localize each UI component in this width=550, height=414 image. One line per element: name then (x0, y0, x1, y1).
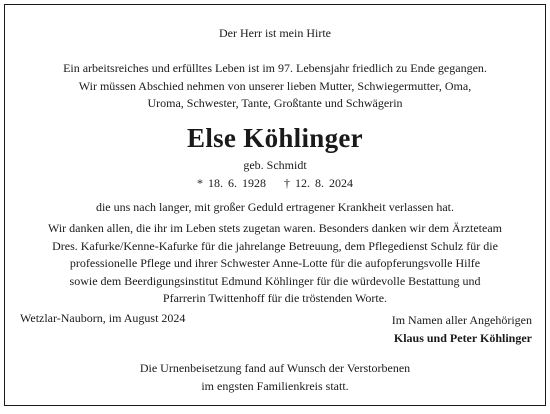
urn-notice (5, 360, 545, 395)
passed-text: die uns nach langer, mit großer Geduld ertragener Krankheit verlassen hat. (95, 200, 455, 214)
thanks-line: Dres. Kafurke/Kenne-Kafurke für die jahrelange Betreuung, dem Pflegedienst Schulz für die (52, 238, 498, 253)
thanks-line: Wir danken allen, die ihr im Leben stets zugetan waren. Besonders danken wir dem Ärzteteam (47, 221, 503, 235)
signature-line: Im Namen aller Angehörigen (391, 313, 532, 327)
signature-block (392, 311, 532, 347)
intro-line: Uroma, Schwester, Tante, Großtante und Schwägerin (147, 96, 403, 110)
thanks-text (5, 220, 545, 308)
life-dates (5, 176, 545, 191)
signature-names: Klaus und Peter Köhlinger (393, 331, 532, 345)
place-date: Wetzlar-Nauborn, im August 2024 (20, 311, 186, 325)
maiden-name: geb. Schmidt (243, 158, 307, 172)
urn-line: Die Urnenbeisetzung fand auf Wunsch der Verstorbenen (139, 361, 411, 375)
intro-line: Wir müssen Abschied nehmen von unserer lieben Mutter, Schwiegermutter, Oma, (78, 78, 472, 93)
thanks-line: Pfarrerin Twittenhoff für die tröstenden Worte. (162, 291, 388, 305)
death-date: † 12. 8. 2024 (284, 176, 353, 190)
intro-line: Ein arbeitsreiches und erfülltes Leben ist im 97. Lebensjahr friedlich zu Ende gegangen. (63, 61, 487, 75)
deceased-name: Else Köhlinger (187, 123, 363, 153)
obituary-notice (4, 4, 546, 406)
thanks-line: sowie dem Beerdigungsinstitut Edmund Köhlinger für die würdevolle Bestattung und (69, 273, 481, 288)
birth-date: * 18. 6. 1928 (197, 176, 266, 190)
motto: Der Herr ist mein Hirte (219, 26, 331, 40)
thanks-line: professionelle Pflege und ihrer Schwester Anne-Lotte für die aufopferungsvolle Hilfe (69, 256, 481, 270)
intro-text (5, 60, 545, 113)
urn-line: im engsten Familienkreis statt. (201, 378, 349, 393)
